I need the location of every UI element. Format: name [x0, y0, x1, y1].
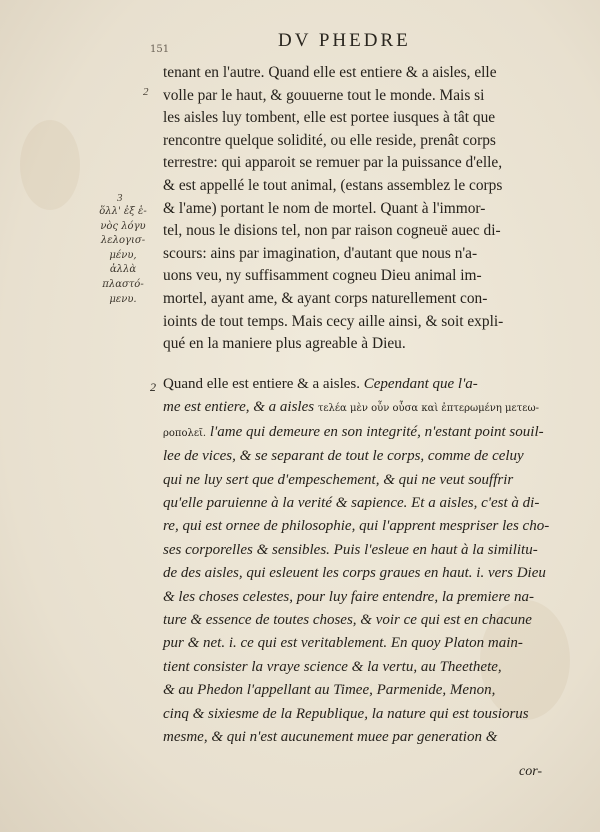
commentary-line: de des aisles, qui esleuent les corps graues en haut. i. vers Dieu	[163, 565, 546, 582]
commentary-line: pur & net. i. ce qui est veritablement. En quoy Platon main-	[163, 635, 523, 652]
text-line: uons veu, ny suffisamment cogneu Dieu animal im-	[163, 267, 482, 285]
commentary-line: qui ne luy sert que d'empeschement, & qui ne veut souffrir	[163, 471, 514, 488]
text-line: volle par le haut, & gouuerne tout le monde. Mais si	[163, 86, 485, 104]
margin-note-line: πλαστό-	[102, 278, 144, 290]
text-line: qué en la maniere plus agreable à Dieu.	[163, 335, 406, 353]
commentary-lemma: Quand elle est entiere & a aisles.	[163, 376, 361, 392]
margin-note-line: ἀλλὰ	[109, 264, 137, 276]
text-line: & est appellé le tout animal, (estans assemblez le corps	[163, 176, 503, 194]
margin-note-line: νὸς λόγυ	[100, 220, 146, 232]
commentary-line	[163, 396, 555, 420]
margin-marker-3: 3	[117, 192, 123, 204]
text-line: rencontre quelque solidité, ou elle reside, prenât corps	[163, 131, 496, 149]
catchword: cor-	[519, 764, 543, 779]
text-line: ioints de tout temps. Mais cecy aille ainsi, & soit expli-	[163, 312, 504, 330]
running-head: DV PHEDRE	[278, 30, 411, 51]
margin-note-line: μένυ,	[109, 249, 137, 261]
commentary-line: tient consister la vraye science & la vertu, au Theethete,	[163, 658, 502, 675]
commentary-line: ses corporelles & sensibles. Puis l'esleue en haut à la similitu-	[163, 541, 538, 558]
commentary-line: qu'elle paruienne à la verité & sapience. Et a aisles, c'est à di-	[163, 495, 540, 512]
commentary-line	[163, 421, 555, 445]
text-line: tel, nous le disions tel, non par raison cogneuë auec di-	[163, 222, 501, 240]
text-line: mortel, ayant ame, & ayant corps naturellement con-	[163, 289, 488, 307]
greek-quote: τελέα μὲν οὖν οὖσα καὶ ἐπτερωμένη μετεω-	[317, 403, 539, 415]
commentary-line: mesme, & qui n'est aucunement muee par generation &	[163, 729, 498, 746]
commentary-text: me est entiere, & a aisles	[163, 399, 318, 416]
commentary-line: cinq & sixiesme de la Republique, la nature qui est tousiorus	[163, 705, 529, 722]
commentary-line: re, qui est ornee de philosophie, qui l'apprent mespriser les cho-	[163, 518, 550, 535]
main-text-block	[163, 62, 555, 356]
page-stain	[20, 120, 80, 210]
greek-margin-note	[88, 205, 158, 307]
margin-marker-2: 2	[143, 86, 149, 98]
text-line: scours: ains par imagination, d'autant que nous n'a-	[163, 244, 478, 262]
commentary-line: ture & essence de toutes choses, & voir ce qui est en chacune	[163, 612, 532, 629]
commentary-marker: 2	[150, 380, 156, 394]
commentary-line: lee de vices, & se separant de tout le corps, comme de celuy	[163, 448, 524, 465]
commentary-line	[163, 373, 555, 396]
text-line: tenant en l'autre. Quand elle est entiere & a aisles, elle	[163, 64, 497, 81]
margin-note-line: ὅλλ' ἐξ ἑ-	[99, 206, 147, 217]
folio-number: 151	[150, 44, 170, 55]
text-line: les aisles luy tombent, elle est portee iusques à tât que	[163, 109, 496, 127]
margin-note-line: λελογισ-	[100, 235, 146, 247]
commentary-block	[163, 373, 555, 750]
greek-quote: ροπολεῖ.	[163, 427, 207, 439]
text-line: & l'ame) portant le nom de mortel. Quant à l'immor-	[163, 199, 486, 217]
commentary-text: Cependant que l'a-	[360, 376, 478, 392]
commentary-text: l'ame qui demeure en son integrité, n'estant point souil-	[206, 423, 544, 440]
commentary-line: & les choses celestes, pour luy faire entendre, la premiere na-	[163, 588, 535, 605]
text-line: terrestre: qui apparoit se remuer par la puissance d'elle,	[163, 154, 503, 172]
commentary-line: & au Phedon l'appellant au Timee, Parmenide, Menon,	[163, 682, 496, 699]
margin-note-line: μενυ.	[109, 293, 137, 305]
